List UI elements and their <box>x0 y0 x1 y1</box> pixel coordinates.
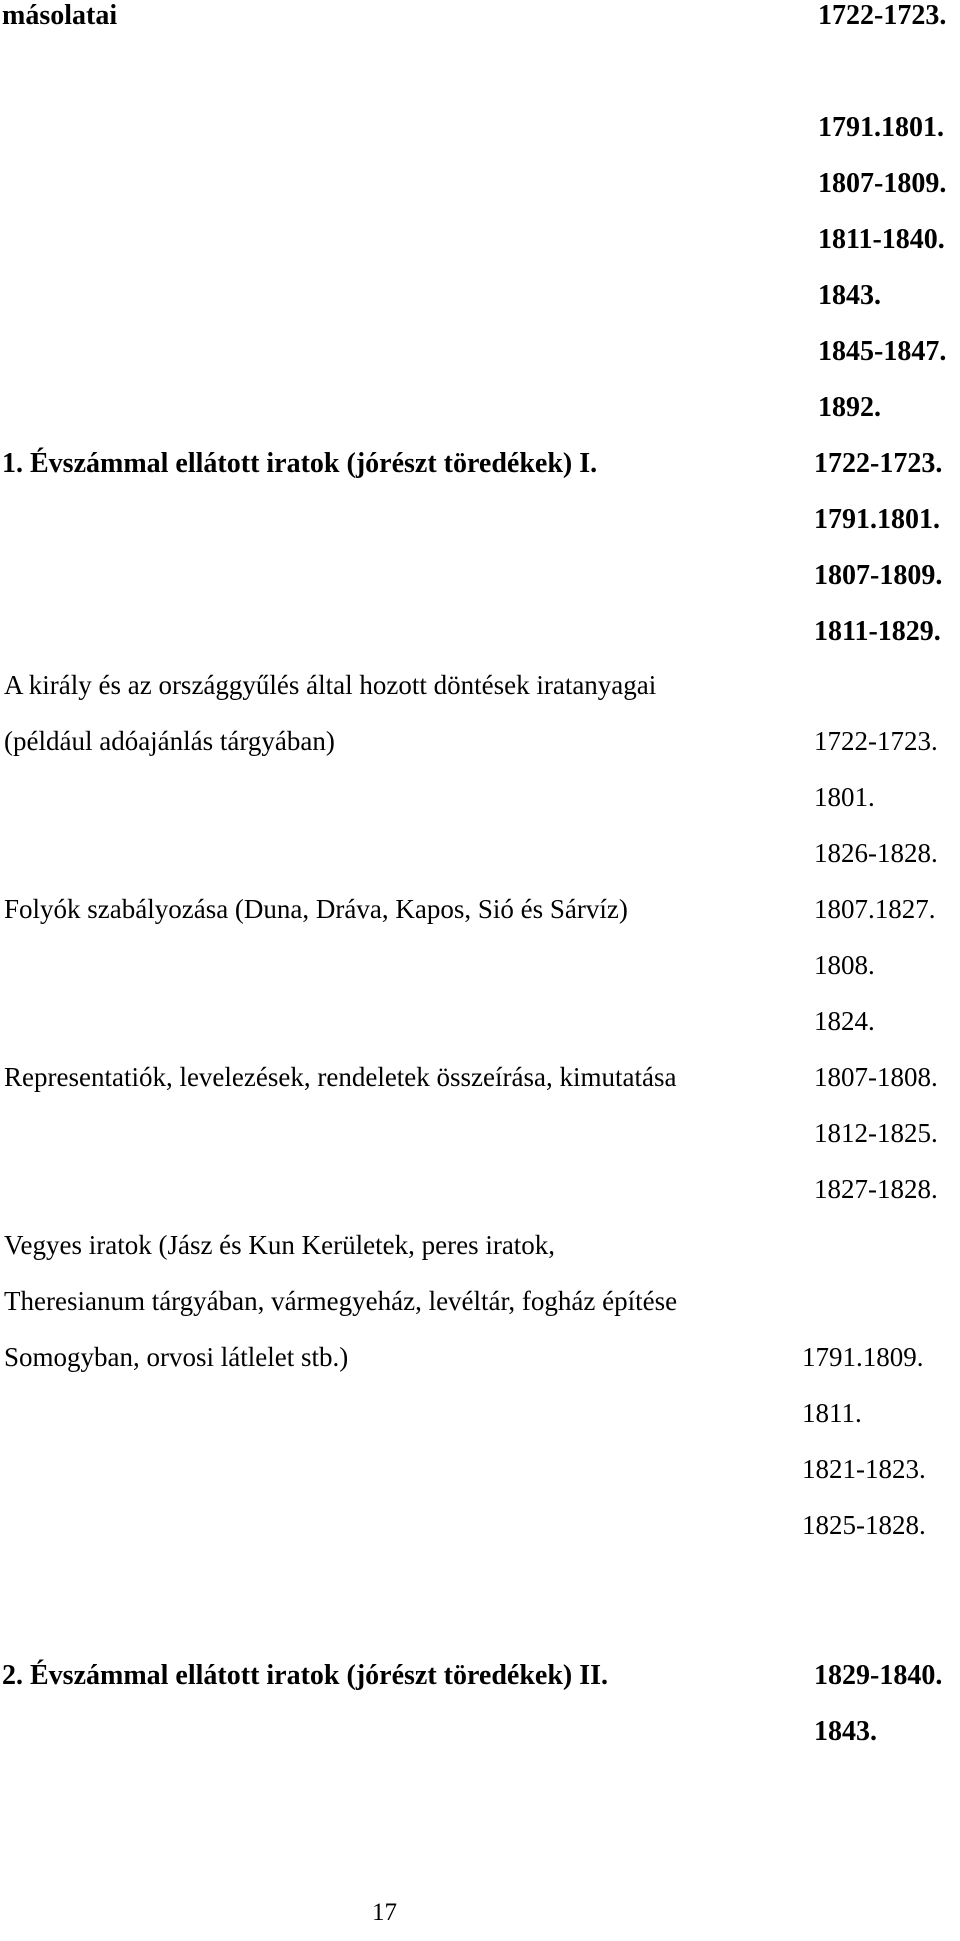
year-entry: 1807-1809. <box>818 168 947 199</box>
page-number: 17 <box>372 1899 397 1926</box>
year-entry: 1791.1801. <box>818 112 944 143</box>
year-entry: 1722-1723. <box>814 448 943 479</box>
year-entry: 1827-1828. <box>814 1174 938 1204</box>
year-entry: 1808. <box>814 950 875 980</box>
year-entry: 1824. <box>814 1006 875 1036</box>
year-entry: 1791.1801. <box>814 504 940 535</box>
year-entry: 1812-1825. <box>814 1118 938 1148</box>
item-1-line: (például adóajánlás tárgyában) <box>4 726 335 756</box>
item-2-line: Folyók szabályozása (Duna, Dráva, Kapos, Sió és Sárvíz) <box>4 894 628 924</box>
year-entry: 1845-1847. <box>818 336 947 367</box>
item-4-line: Somogyban, orvosi látlelet stb.) <box>4 1342 349 1372</box>
year-entry: 1829-1840. <box>814 1660 943 1691</box>
year-entry: 1825-1828. <box>802 1510 926 1540</box>
year-entry: 1807-1808. <box>814 1062 938 1092</box>
item-3-line: Representatiók, levelezések, rendeletek összeírása, kimutatása <box>4 1062 677 1092</box>
section-2-heading: 2. Évszámmal ellátott iratok (jórészt töredékek) II. <box>2 1660 609 1691</box>
section-1-heading: 1. Évszámmal ellátott iratok (jórészt töredékek) I. <box>2 448 598 479</box>
year-entry: 1807.1827. <box>814 894 936 924</box>
year-entry: 1811. <box>802 1398 862 1428</box>
top-year: 1722-1723. <box>818 0 947 31</box>
year-entry: 1811-1829. <box>814 616 941 647</box>
year-entry: 1722-1723. <box>814 726 938 756</box>
year-entry: 1843. <box>814 1716 877 1747</box>
item-4-line: Theresianum tárgyában, vármegyeház, levéltár, fogház építése <box>4 1286 678 1316</box>
year-entry: 1843. <box>818 280 881 311</box>
item-1-line: A király és az országgyűlés által hozott döntések iratanyagai <box>4 670 657 700</box>
year-entry: 1807-1809. <box>814 560 943 591</box>
year-entry: 1801. <box>814 782 875 812</box>
year-entry: 1811-1840. <box>818 224 945 255</box>
year-entry: 1791.1809. <box>802 1342 924 1372</box>
item-4-line: Vegyes iratok (Jász és Kun Kerületek, peres iratok, <box>4 1230 556 1260</box>
year-entry: 1821-1823. <box>802 1454 926 1484</box>
top-label: másolatai <box>2 0 118 31</box>
year-entry: 1892. <box>818 392 881 423</box>
year-entry: 1826-1828. <box>814 838 938 868</box>
